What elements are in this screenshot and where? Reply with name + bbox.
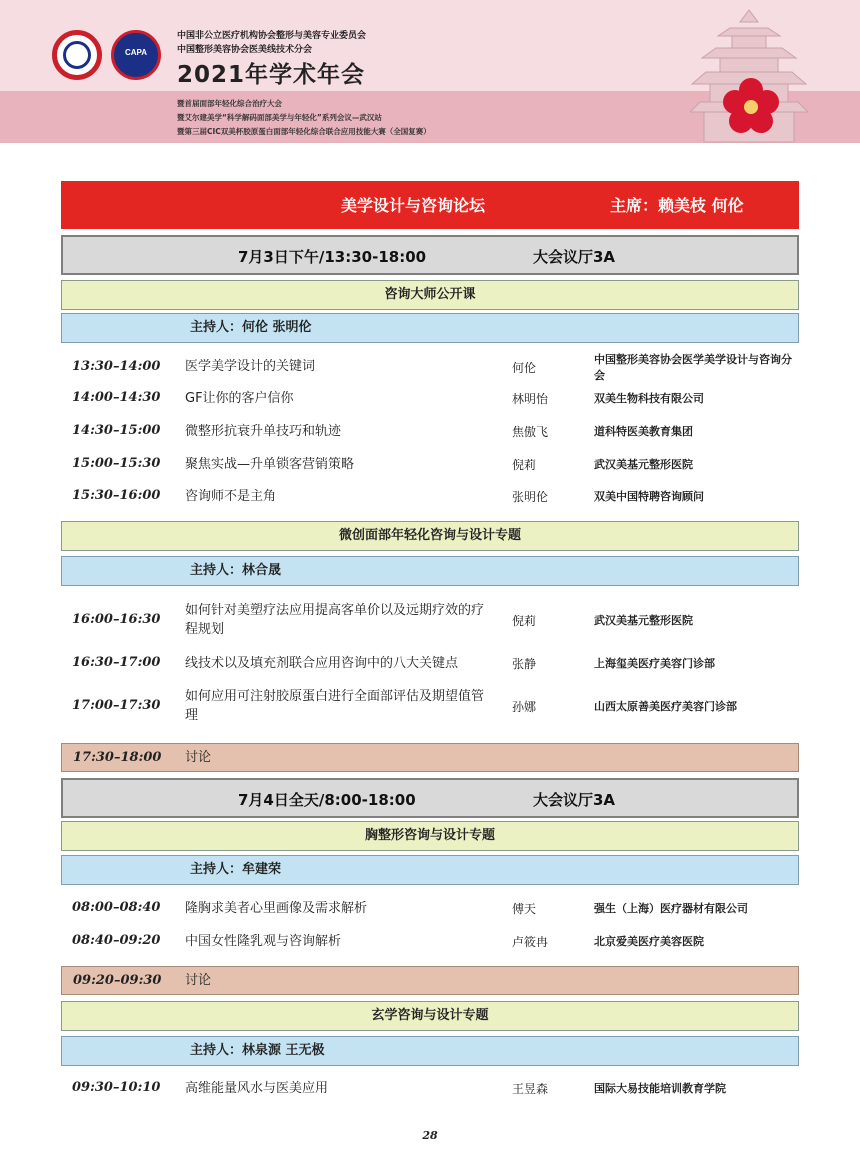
row-speaker: 王昱森 — [512, 1082, 549, 1096]
section-title-bar: 胸整形咨询与设计专题 — [61, 821, 799, 851]
day-bar — [61, 778, 799, 818]
event-title: 2021年学术年会 — [177, 62, 366, 88]
forum-title: 美学设计与咨询论坛 — [341, 196, 486, 215]
row-organization: 强生（上海）医疗器材有限公司 — [594, 902, 748, 915]
schedule-row — [61, 454, 799, 476]
row-topic: 隆胸求美者心里画像及需求解析 — [185, 901, 368, 916]
row-organization: 武汉美基元整形医院 — [594, 614, 693, 627]
forum-chair: 主席：赖美枝 何伦 — [610, 196, 744, 215]
section-title-bar: 咨询大师公开课 — [61, 280, 799, 310]
row-speaker: 何伦 — [512, 361, 537, 375]
row-topic: 中国女性隆乳观与咨询解析 — [185, 934, 342, 949]
row-speaker: 张静 — [512, 657, 537, 671]
row-topic: GF让你的客户信你 — [185, 391, 294, 406]
cnaic-logo — [52, 30, 102, 80]
row-speaker: 倪莉 — [512, 458, 537, 472]
row-topic: 高维能量风水与医美应用 — [185, 1081, 329, 1096]
row-topic: 如何针对美塑疗法应用提高客单价以及远期疗效的疗程规划 — [185, 603, 485, 637]
plum-blossom-emblem — [722, 78, 780, 136]
discussion-bar — [61, 966, 799, 995]
row-organization: 中国整形美容协会医学美学设计与咨询分会 — [594, 353, 792, 382]
host-bar: 主持人：牟建荣 — [61, 855, 799, 885]
row-organization: 双美中国特聘咨询顾问 — [594, 490, 704, 503]
section-title-bar: 玄学咨询与设计专题 — [61, 1001, 799, 1031]
page-header — [0, 0, 860, 143]
row-speaker: 孙娜 — [512, 700, 537, 714]
row-topic: 咨询师不是主角 — [185, 489, 277, 504]
schedule-row — [61, 388, 799, 410]
row-organization: 道科特医美教育集团 — [594, 425, 693, 438]
row-time: 16:00–16:30 — [72, 612, 161, 627]
subtitle-line-3: 暨第三届CIC双美杯胶原蛋白面部年轻化综合联合应用技能大赛（全国复赛） — [177, 127, 431, 136]
host-bar: 主持人：何伦 张明伦 — [61, 313, 799, 343]
row-topic: 聚焦实战—升单锁客营销策略 — [185, 457, 355, 472]
organizer-line-2: 中国整形美容协会医美线技术分会 — [177, 45, 313, 55]
row-speaker: 焦傲飞 — [512, 425, 549, 439]
schedule-row — [61, 898, 799, 920]
discussion-label: 讨论 — [185, 750, 212, 765]
schedule-row — [61, 421, 799, 443]
row-speaker: 倪莉 — [512, 614, 537, 628]
schedule-row — [61, 686, 799, 728]
organizer-line-1: 中国非公立医疗机构协会整形与美容专业委员会 — [177, 31, 367, 41]
row-organization: 双美生物科技有限公司 — [594, 392, 704, 405]
schedule-row — [61, 1078, 799, 1100]
host-bar: 主持人：林合晟 — [61, 556, 799, 586]
row-time: 14:30–15:00 — [72, 423, 161, 438]
day-room: 大会议厅3A — [533, 248, 616, 266]
row-time: 15:00–15:30 — [72, 456, 161, 471]
schedule-row — [61, 600, 799, 642]
discussion-time: 09:20–09:30 — [73, 973, 162, 988]
row-time: 17:00–17:30 — [72, 698, 161, 713]
capa-logo: CAPA — [111, 30, 161, 80]
row-topic: 线技术以及填充剂联合应用咨询中的八大关键点 — [185, 656, 459, 671]
page-number: 28 — [422, 1129, 438, 1142]
row-time: 08:40–09:20 — [72, 933, 161, 948]
subtitle-line-2: 暨艾尔建美学“科学解码面部美学与年轻化”系列会议—武汉站 — [177, 113, 382, 122]
row-speaker: 林明怡 — [512, 392, 549, 406]
day-bar — [61, 235, 799, 275]
row-topic: 微整形抗衰升单技巧和轨迹 — [185, 424, 342, 439]
row-organization: 国际大易技能培训教育学院 — [594, 1082, 726, 1095]
row-speaker: 傅天 — [512, 902, 537, 916]
row-topic: 医学美学设计的关键词 — [185, 359, 316, 374]
row-organization: 武汉美基元整形医院 — [594, 458, 693, 471]
discussion-bar — [61, 743, 799, 772]
row-organization: 上海玺美医疗美容门诊部 — [594, 657, 715, 670]
host-bar: 主持人：林泉源 王无极 — [61, 1036, 799, 1066]
day-room: 大会议厅3A — [533, 791, 616, 809]
row-time: 16:30–17:00 — [72, 655, 161, 670]
row-topic: 如何应用可注射胶原蛋白进行全面部评估及期望值管理 — [185, 689, 485, 723]
row-time: 14:00–14:30 — [72, 390, 161, 405]
row-speaker: 张明伦 — [512, 490, 549, 504]
day-date: 7月3日下午/13:30-18:00 — [238, 248, 427, 266]
row-time: 09:30–10:10 — [72, 1080, 161, 1095]
row-time: 08:00–08:40 — [72, 900, 161, 915]
row-speaker: 卢筱冉 — [512, 935, 549, 949]
schedule-row — [61, 931, 799, 953]
discussion-time: 17:30–18:00 — [73, 750, 162, 765]
schedule-row — [61, 486, 799, 508]
row-organization: 山西太原善美医疗美容门诊部 — [594, 700, 737, 713]
day-date: 7月4日全天/8:00-18:00 — [238, 791, 416, 809]
discussion-label: 讨论 — [185, 973, 212, 988]
row-time: 15:30–16:00 — [72, 488, 161, 503]
section-title-bar: 微创面部年轻化咨询与设计专题 — [61, 521, 799, 551]
schedule-row — [61, 352, 799, 382]
subtitle-line-1: 暨首届面部年轻化综合治疗大会 — [177, 99, 282, 108]
row-time: 13:30–14:00 — [72, 359, 161, 374]
row-organization: 北京爱美医疗美容医院 — [594, 935, 704, 948]
forum-header-bar — [61, 181, 799, 229]
schedule-row — [61, 653, 799, 675]
